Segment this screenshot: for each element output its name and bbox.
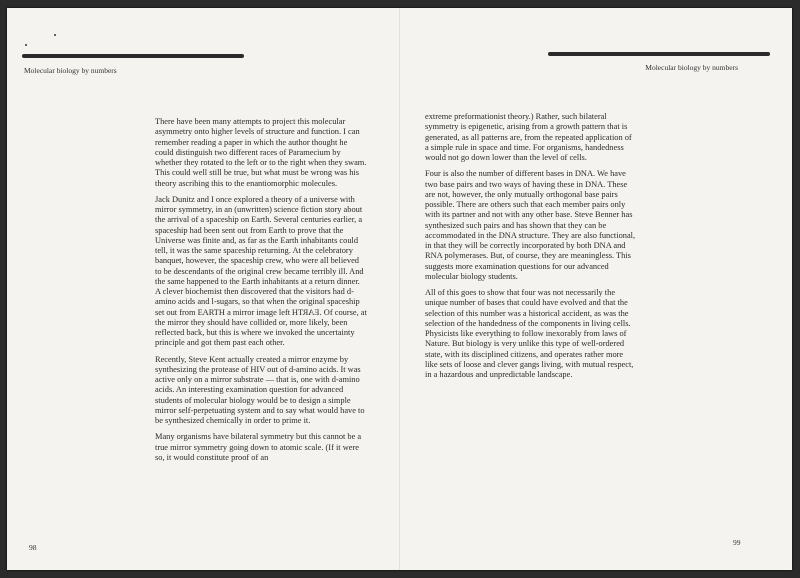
margin-mark: [25, 44, 27, 46]
paragraph-text: . Of course, at the mirror they should have collided or, more likely, been reflected back, but this is where we invoked the uncertainty principle and got them past each other.: [155, 307, 367, 348]
paragraph: extreme preformationist theory.) Rather, such bilateral symmetry is epigenetic, arising from a growth pattern that is generated, as all patterns are, from the repeated application of a simple rule in space and time. For organisms, handedness would not go down lower than the level of cells.: [425, 112, 632, 162]
margin-mark: [54, 34, 56, 36]
running-head-left: Molecular biology by numbers: [24, 66, 117, 75]
paragraph: There have been many attempts to project this molecular asymmetry onto higher levels of structure and function. I can remember reading a paper in which the author thought he could distinguish two different races of Paramecium by whether they rotated to the left or to the right when they swam. This could well still be true, but what must be wrong was his theory ascribing this to the enantiomorphic molecules.: [155, 117, 367, 188]
paragraph: Many organisms have bilateral symmetry but this cannot be a true mirror symmetry going down to atomic scale. (If it were so, it would constitute proof of an: [155, 432, 362, 462]
paragraph: [155, 195, 367, 349]
header-rule-right: [548, 52, 770, 56]
running-head-right: Molecular biology by numbers: [645, 63, 738, 72]
paragraph: Four is also the number of different bases in DNA. We have two base pairs and two ways of having these in DNA. These are not, however, the only mutually orthogonal base pairs possible. There are others such that each member pairs only with its partner and not with any other base. Steve Benner has synthesized such pairs and has shown that they can be accommodated in the DNA structure. They are also functional, in that they will be correctly incorporated by both DNA and RNA polymerases. But, of course, they are meaningless. This suggests more examination questions for our advanced molecular biology students.: [425, 169, 636, 281]
right-page-text: [425, 112, 637, 386]
book-spread: [7, 8, 792, 570]
page-gutter: [399, 8, 400, 570]
paragraph: All of this goes to show that four was not necessarily the unique number of bases that could have evolved and that the selection of this number was a historical accident, as was the selection of the handedness of the components in living cells. Physicists like everything to follow inexorably from laws of Nature. But biology is very unlike this type of well-ordered state, with its disciplined citizens, and operates rather more like sets of loose and clever gangs living, with mutual respect, in a hazardous and unpredictable landscape.: [425, 288, 634, 379]
header-rule-left: [22, 54, 244, 58]
paragraph: Recently, Steve Kent actually created a mirror enzyme by synthesizing the protease of HIV out of d-amino acids. It was active only on a mirror substrate — that is, one with d-amino acids. An interesting examination question for advanced students of molecular biology would be to design a simple mirror self-perpetuating system and to say what would have to be synthesized chemically in order to prime it.: [155, 354, 365, 425]
page-number-left: 98: [29, 543, 37, 552]
page-number-right: 99: [733, 538, 741, 547]
mirrored-word: EARTH: [292, 307, 320, 317]
left-page-text: [155, 117, 367, 469]
paragraph-text: Jack Dunitz and I once explored a theory of a universe with mirror symmetry, in an (unwritten) science fiction story about the arrival of a spaceship on Earth. Several centuries earlier, a spaceship had been sent out from Earth to prove that the Universe was finite and, as far as the Earth inhabitants could tell, it was the same spaceship returning. At the celebratory banquet, however, the spaceship crew, who were all believed to be descendants of the original crew became terribly ill. And the same happened to the Earth inhabitants at a return dinner. A clever biochemist then discovered that the visitors had d-amino acids and l-sugars, so that when the original spaceship set out from EARTH a mirror image left: [155, 194, 364, 317]
